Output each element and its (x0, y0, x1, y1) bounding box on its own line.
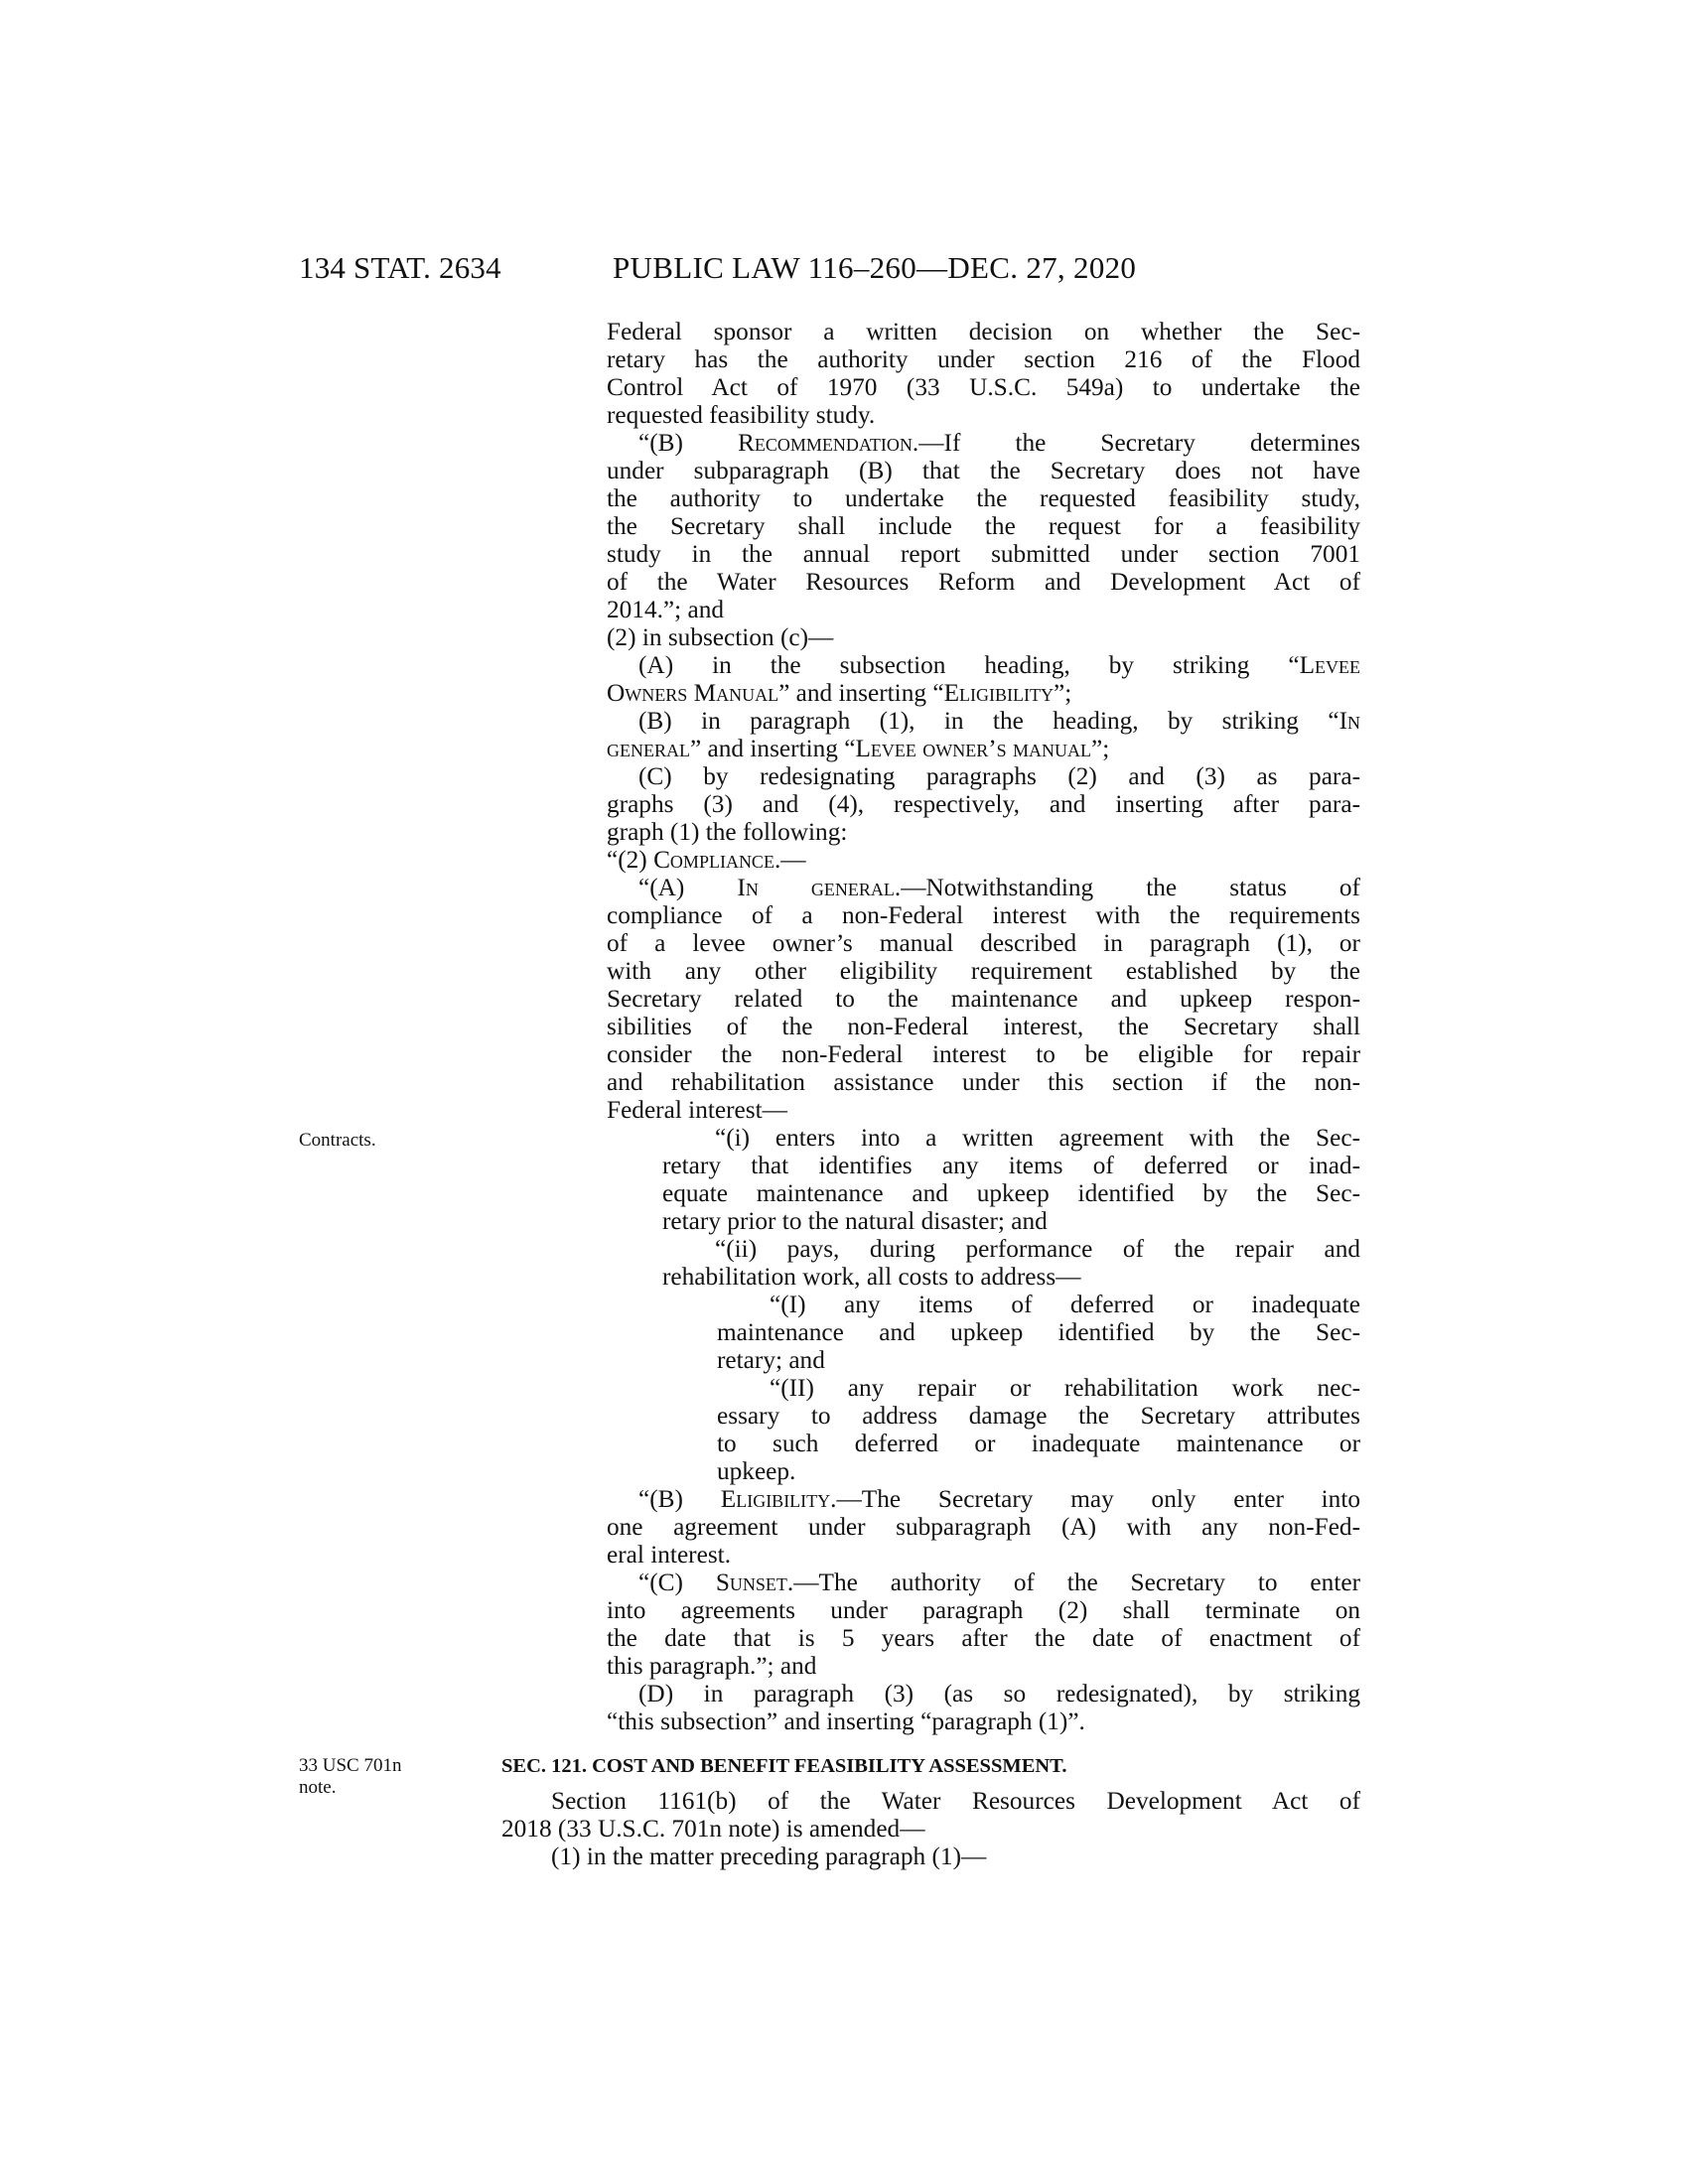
subclause-II: “(II) any repair or rehabilitation work nec- (770, 1374, 1360, 1402)
body-line: eral interest. (607, 1541, 732, 1569)
body-line: compliance of a non-Federal interest with the requirements (607, 901, 1360, 929)
clause-c: (C) by redesignating paragraphs (2) and (3) as para- (638, 762, 1360, 790)
body-line: graphs (3) and (4), respectively, and inserting after para- (607, 790, 1360, 818)
paragraph-2: (2) in subsection (c)— (607, 623, 834, 651)
body-line: Owners Manual” and inserting “Eligibility”; (607, 679, 1072, 707)
body-line: upkeep. (717, 1457, 796, 1485)
body-line: retary that identifies any items of deferred or inad- (662, 1152, 1360, 1179)
body-line: this paragraph.”; and (607, 1652, 817, 1680)
body-line: “this subsection” and inserting “paragraph (1)”. (607, 1707, 1085, 1735)
body-line: rehabilitation work, all costs to address— (662, 1263, 1081, 1291)
body-line: retary; and (717, 1346, 825, 1374)
body-line: consider the non-Federal interest to be eligible for repair (607, 1040, 1360, 1068)
body-line: Secretary related to the maintenance and upkeep respon- (607, 985, 1360, 1013)
inserted-paragraph-2-compliance: “(2) Compliance.— (607, 846, 806, 874)
inserted-subparagraph-c-sunset: “(C) Sunset.—The authority of the Secretary to enter (638, 1569, 1360, 1596)
body-line: retary prior to the natural disaster; and (662, 1207, 1048, 1235)
body-line: requested feasibility study. (607, 401, 876, 429)
stat-reference: 134 STAT. 2634 (299, 250, 501, 285)
body-line: maintenance and upkeep identified by the Sec- (717, 1318, 1360, 1346)
body-line: study in the annual report submitted under section 7001 (607, 540, 1360, 568)
clause-ii: “(ii) pays, during performance of the repair and (715, 1235, 1360, 1263)
clause-i: “(i) enters into a written agreement with the Sec- (715, 1124, 1360, 1152)
body-line: of a levee owner’s manual described in paragraph (1), or (607, 929, 1360, 957)
section-body-line: Section 1161(b) of the Water Resources Development Act of (551, 1787, 1360, 1815)
body-line: to such deferred or inadequate maintenance or (717, 1430, 1360, 1457)
clause-a: (A) in the subsection heading, by striking “Levee (638, 651, 1360, 679)
body-line: with any other eligibility requirement established by the (607, 957, 1360, 985)
clause-b: (B) in paragraph (1), in the heading, by striking “In (638, 707, 1360, 735)
section-heading: SEC. 121. COST AND BENEFIT FEASIBILITY ASSESSMENT. (501, 1755, 1067, 1777)
body-line: sibilities of the non-Federal interest, the Secretary shall (607, 1013, 1360, 1040)
inserted-subparagraph-b-eligibility: “(B) Eligibility.—The Secretary may only enter into (638, 1485, 1361, 1513)
body-line: Federal interest— (607, 1096, 787, 1124)
body-line: and rehabilitation assistance under this section if the non- (607, 1068, 1360, 1096)
body-line: essary to address damage the Secretary attributes (717, 1402, 1360, 1430)
body-line: under subparagraph (B) that the Secretary does not have (607, 457, 1360, 484)
body-line: retary has the authority under section 216 of the Flood (607, 345, 1360, 373)
body-line: of the Water Resources Reform and Development Act of (607, 568, 1360, 596)
margin-note-contracts: Contracts. (299, 1130, 376, 1151)
subparagraph-b-recommendation: “(B) Recommendation.—If the Secretary determines (638, 429, 1360, 457)
body-line: equate maintenance and upkeep identified by the Sec- (662, 1179, 1360, 1207)
clause-d: (D) in paragraph (3) (as so redesignated), by striking (638, 1680, 1360, 1707)
subclause-I: “(I) any items of deferred or inadequate (770, 1291, 1360, 1318)
inserted-subparagraph-a: “(A) In general.—Notwithstanding the status of (638, 874, 1360, 901)
page-title: PUBLIC LAW 116–260—DEC. 27, 2020 (613, 250, 1137, 285)
body-line: Control Act of 1970 (33 U.S.C. 549a) to undertake the (607, 373, 1360, 401)
body-line: into agreements under paragraph (2) shall terminate on (607, 1596, 1360, 1624)
body-line: Federal sponsor a written decision on whether the Sec- (607, 318, 1360, 345)
body-line: 2014.”; and (607, 596, 725, 623)
body-line: the date that is 5 years after the date of enactment of (607, 1624, 1360, 1652)
body-line: the authority to undertake the requested feasibility study, (607, 484, 1360, 512)
body-line: one agreement under subparagraph (A) with any non-Fed- (607, 1513, 1360, 1541)
body-line: the Secretary shall include the request for a feasibility (607, 512, 1360, 540)
body-line: general” and inserting “Levee owner’s manual”; (607, 735, 1110, 762)
section-body-line: 2018 (33 U.S.C. 701n note) is amended— (501, 1815, 925, 1843)
section-paragraph-1: (1) in the matter preceding paragraph (1)— (551, 1843, 987, 1870)
margin-note-usc-line2: note. (299, 1777, 337, 1798)
body-line: graph (1) the following: (607, 818, 848, 846)
margin-note-usc-line1: 33 USC 701n (299, 1755, 402, 1776)
